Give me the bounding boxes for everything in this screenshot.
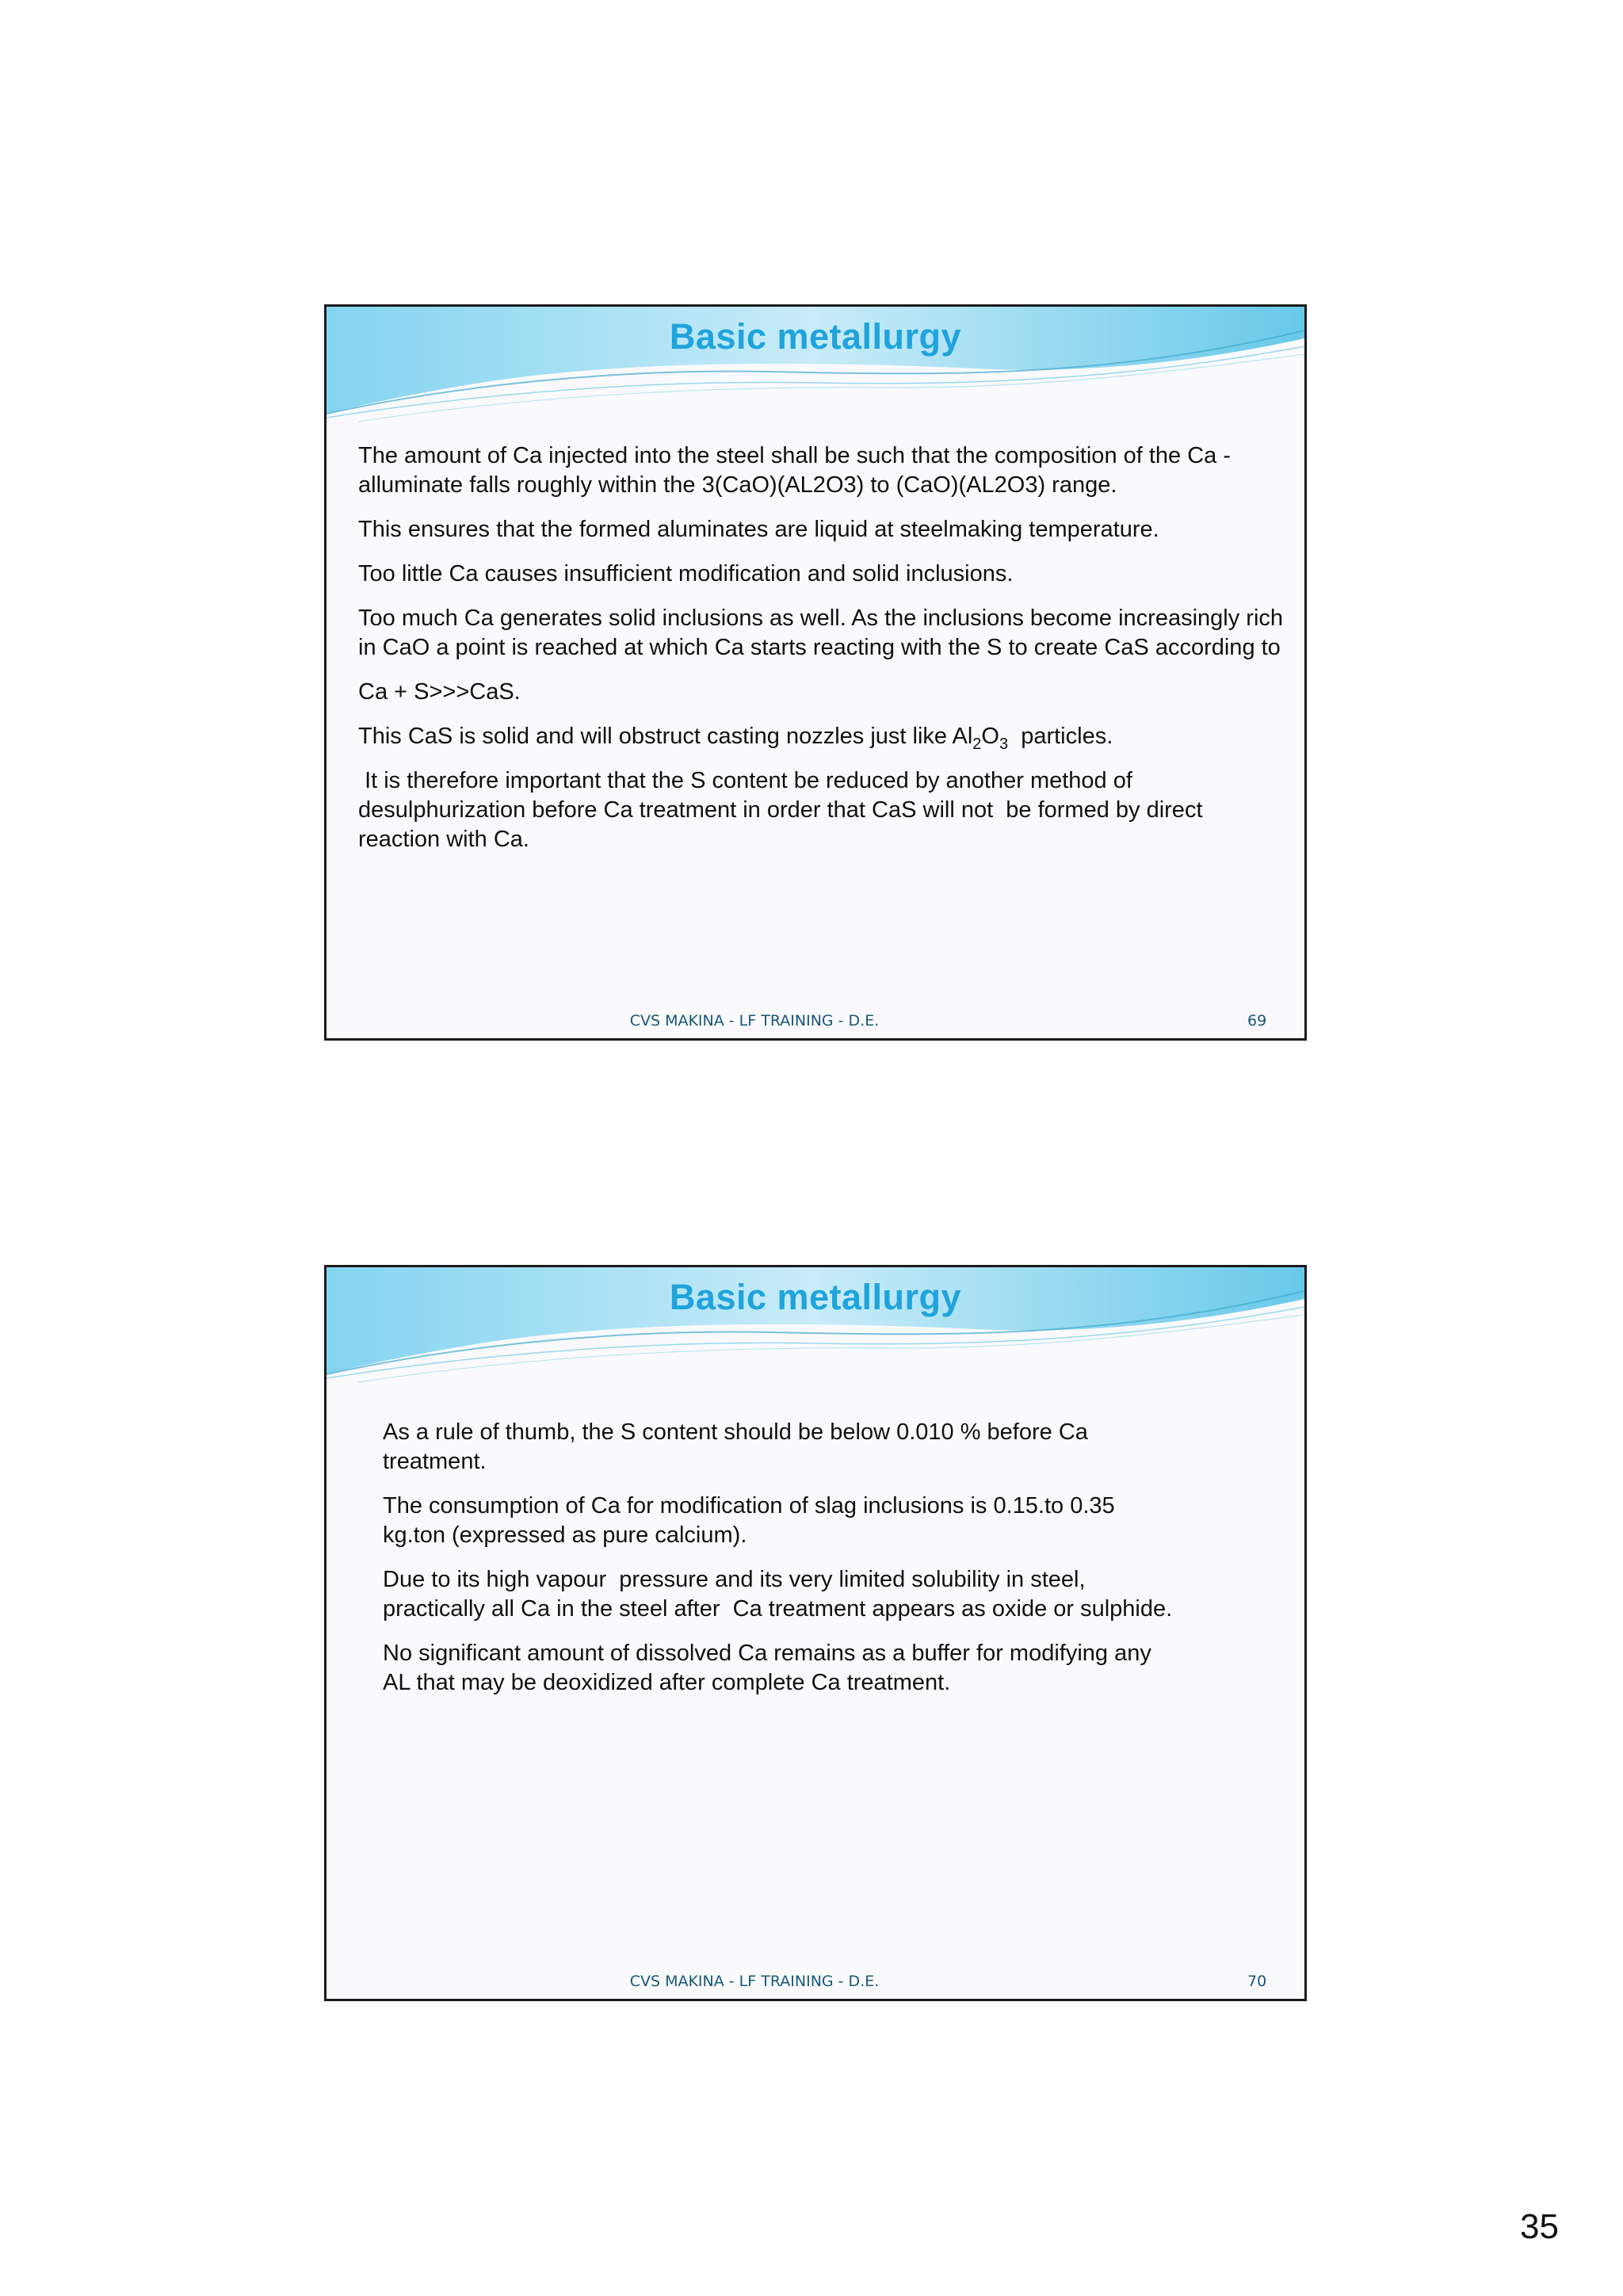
paragraph: The consumption of Ca for modification of slag inclusions is 0.15.to 0.35 kg.ton (expressed as pure calcium). (383, 1493, 1115, 1548)
paragraph-formula: This CaS is solid and will obstruct casting nozzles just like $Al_2O_3$ particles. (358, 724, 1113, 753)
footer-text: CVS MAKINA - LF TRAINING - D.E. (629, 1012, 880, 1030)
paragraph: Too much Ca generates solid inclusions as well. As the inclusions become increasingly rich in CaO a point is reached at which Ca starts reacting with the S to create CaS according to (358, 606, 1284, 660)
slide-title: Basic metallurgy (669, 1277, 962, 1317)
slide-title: Basic metallurgy (669, 316, 962, 357)
page-number: 35 (1520, 2207, 1559, 2246)
slide-body (383, 1418, 1175, 1713)
paragraph: As a rule of thumb, the S content should be below 0.010 % before Ca treatment. (383, 1419, 1088, 1474)
paragraph: No significant amount of dissolved Ca remains as a buffer for modifying any AL that may be deoxidized after complete Ca treatment. (383, 1641, 1151, 1695)
slide-number: 69 (1247, 1012, 1267, 1030)
paragraph: This ensures that the formed aluminates are liquid at steelmaking temperature. (358, 517, 1159, 542)
paragraph: The amount of Ca injected into the steel shall be such that the composition of the Ca -alluminate falls roughly within the 3(CaO)(AL2O3) to (CaO)(AL2O3) range. (358, 443, 1232, 498)
footer-text: CVS MAKINA - LF TRAINING - D.E. (629, 1973, 880, 1990)
paragraph: It is therefore important that the S content be reduced by another method of desulphurization before Ca treatment in order that CaS will not be formed by direct reaction with Ca. (358, 768, 1209, 852)
paragraph: Due to its high vapour pressure and its very limited solubility in steel, practically all Ca in the steel after Ca treatment appears as oxide or sulphide. (383, 1567, 1173, 1622)
paragraph: Ca + S>>>CaS. (358, 679, 521, 705)
slide-70 (324, 1265, 1307, 2001)
slide-body (358, 441, 1289, 869)
slide-number: 70 (1247, 1973, 1267, 1990)
paragraph: Too little Ca causes insufficient modification and solid inclusions. (358, 561, 1014, 586)
slide-69 (324, 304, 1307, 1041)
